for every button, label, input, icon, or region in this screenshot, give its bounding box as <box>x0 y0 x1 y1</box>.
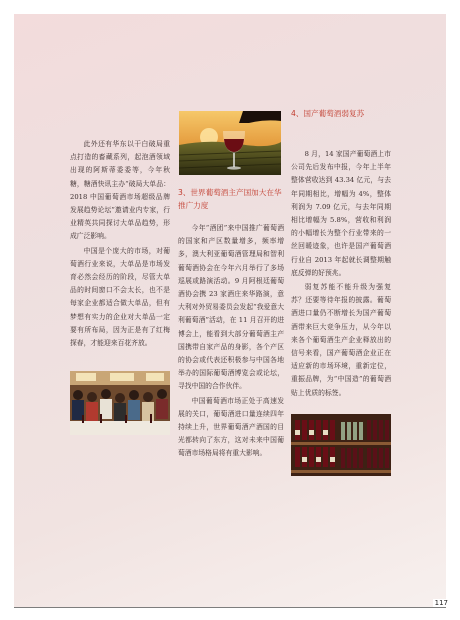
article-column-middle <box>178 222 284 461</box>
section-heading: 3、世界葡萄酒主产国加大在华推广力度 <box>178 188 282 210</box>
wine-tasting-crowd-photo <box>70 371 170 435</box>
paragraph: 中国葡萄酒市场正处于高速发展的关口，葡萄酒进口量连续四年持续上升，世界葡萄酒产酒国的目光都转向了东方，这对未来中国葡萄酒市场格局将有重大影响。 <box>178 396 284 458</box>
page-number: 117 <box>434 599 448 607</box>
paragraph: 中国是个庞大的市场，对葡萄酒行业来说，大单品是市场发育必然会经历的阶段，尽管大单品的时间窗口不会太长，也不是每家企业都适合做大单品，但有梦想有实力的企业对大单品一定要有所布局，因为正是有了红梅探春，才能迎来百花齐放。 <box>70 246 170 348</box>
paragraph: 今年“酒团”来中国推广葡萄酒的国家和产区数量增多，频率增多，澳大利亚葡萄酒管理局和智利葡萄酒协会在今年六月举行了多场巡展或路演活动。9 月阿根廷葡萄酒协会携 23 家酒庄来华路演，意大利对外贸易委员会发起“我爱意大利葡萄酒”活动，在 11 月召开的进博会上，能看到大部分葡萄酒主产国携带自家产品的身影，各个产区的协会或代表还积极参与中国各地举办的国际葡萄酒博览会或论坛，寻找中国的合作伙伴。 <box>178 224 284 391</box>
wine-bottle-shelf-photo <box>291 414 391 476</box>
article-column-right <box>291 148 391 400</box>
paragraph: 8 月，14 家国产葡萄酒上市公司先后发布中报，今年上半年整体营收达到 43.34 亿元，与去年同期相比，增幅为 4%，整体利润为 7.09 亿元，与去年同期相比增幅为 5.8%，营收和利润的小幅增长为整个行业带来的一丝回暖迹象，也许是国产葡萄酒行业自 2013 年起就长调整期触底反弹的好预兆。 <box>291 150 391 277</box>
section-heading: 4、国产葡萄酒弱复苏 <box>291 109 365 118</box>
paragraph: 此外还有华东以干白破局重点打造的畜藏系列，起泡酒领域出现的阿斯蒂委委等，今年秋糖，糖酒快讯主办“破局大单品：2018 中国葡萄酒市场超级品牌发展趋势论坛”邀请业内专家，行业精英共同探讨大单品趋势，形成广泛影响。 <box>70 140 170 241</box>
paragraph: 弱复苏能不能升级为强复苏？还要等待年报的披露。葡萄酒进口量仍不断增长为国产葡萄酒带来巨大竞争压力，从今年以来各个葡萄酒生产企业释放出的信号来看，国产葡萄酒企业正在适应新的市场环境，重新定位，重振品牌，为“中国造”的葡萄酒贴上优质的标签。 <box>291 283 391 397</box>
page-footer-rule <box>14 607 446 608</box>
article-column-left <box>70 138 170 350</box>
wine-glass-vineyard-photo <box>179 111 281 175</box>
